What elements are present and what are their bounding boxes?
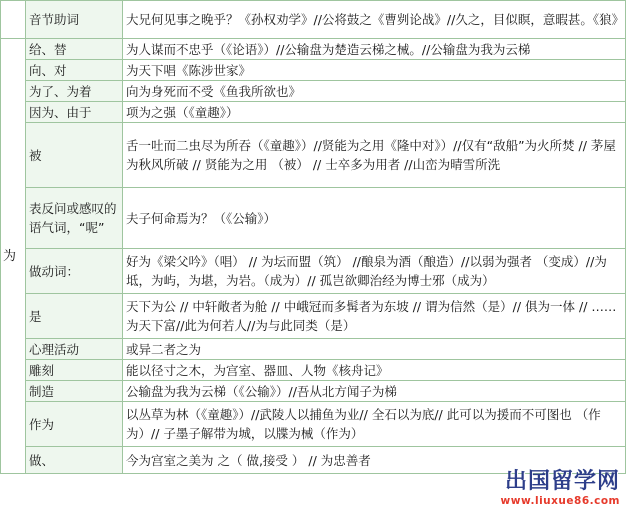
usage-cell: 音节助词 — [26, 1, 123, 39]
example-cell: 天下为公 // 中轩敞者为舱 // 中峨冠而多髯者为东坡 // 谓为信然（是）// 俱为一体 // ……为天下富//此为何若人//为与此同类（是） — [123, 294, 626, 339]
watermark-site-name: 出国留学网 — [504, 469, 620, 494]
table-row — [1, 294, 626, 339]
example-cell: 好为《梁父吟》（唱） // 为坛而盟（筑） //酿泉为酒（酿造）//以弱为强者 （变成）//为坻，为屿，为堪，为岩。（成为）// 孤岂欲卿治经为博士邪（成为） — [123, 249, 626, 294]
table-row — [1, 39, 626, 60]
table-row — [1, 381, 626, 402]
table-row — [1, 339, 626, 360]
usage-cell: 被 — [26, 123, 123, 188]
usage-cell: 做动词： — [26, 249, 123, 294]
table-row — [1, 249, 626, 294]
example-cell: 向为身死而不受《鱼我所欲也》 — [123, 81, 626, 102]
usage-cell: 给、替 — [26, 39, 123, 60]
table-row — [1, 188, 626, 249]
example-cell: 今为宫室之美为 之（ 做,接受 ） // 为忠善者 — [123, 447, 626, 474]
example-cell: 能以径寸之木，为宫室、器皿、人物《核舟记》 — [123, 360, 626, 381]
example-cell: 舌一吐而二虫尽为所吞（《童趣》）//贤能为之用《隆中对》）//仅有“敌船”为火所焚 // 茅屋为秋风所破 // 贤能为之用 （被） // 士卒多为用者 //山峦为晴雪所洗 — [123, 123, 626, 188]
usage-cell: 做、 — [26, 447, 123, 474]
usage-cell: 向、对 — [26, 60, 123, 81]
example-cell: 以丛草为林（《童趣》）//武陵人以捕鱼为业// 全石以为底// 此可以为援而不可图也 （作为）// 子墨子解带为城，以牒为械（作为） — [123, 402, 626, 447]
table-row — [1, 123, 626, 188]
watermark-url: www.liuxue86.com — [500, 495, 620, 507]
table-row — [1, 447, 626, 474]
example-cell: 项为之强（《童趣》） — [123, 102, 626, 123]
example-cell: 大兄何见事之晚乎？《孙权劝学》//公将鼓之《曹刿论战》//久之，目似瞑，意暇甚。《狼》 — [123, 1, 626, 39]
table-row — [1, 360, 626, 381]
char-cell-blank — [1, 1, 26, 39]
usage-cell: 因为、由于 — [26, 102, 123, 123]
table-row — [1, 60, 626, 81]
example-cell: 或异二者之为 — [123, 339, 626, 360]
usage-cell: 作为 — [26, 402, 123, 447]
example-cell: 为人谋而不忠乎（《论语》）//公输盘为楚造云梯之械。//公输盘为我为云梯 — [123, 39, 626, 60]
table-row — [1, 102, 626, 123]
usage-cell: 表反问或感叹的语气词，“呢” — [26, 188, 123, 249]
character-cell: 为 — [1, 39, 26, 474]
table-row — [1, 1, 626, 39]
table-row — [1, 402, 626, 447]
example-cell: 公输盘为我为云梯（《公输》）//吾从北方闻子为梯 — [123, 381, 626, 402]
example-cell: 夫子何命焉为？（《公输》） — [123, 188, 626, 249]
usage-cell: 制造 — [26, 381, 123, 402]
table-row — [1, 81, 626, 102]
usage-cell: 雕刻 — [26, 360, 123, 381]
usage-cell: 是 — [26, 294, 123, 339]
example-cell: 为天下唱《陈涉世家》 — [123, 60, 626, 81]
usage-cell: 为了、为着 — [26, 81, 123, 102]
usage-cell: 心理活动 — [26, 339, 123, 360]
